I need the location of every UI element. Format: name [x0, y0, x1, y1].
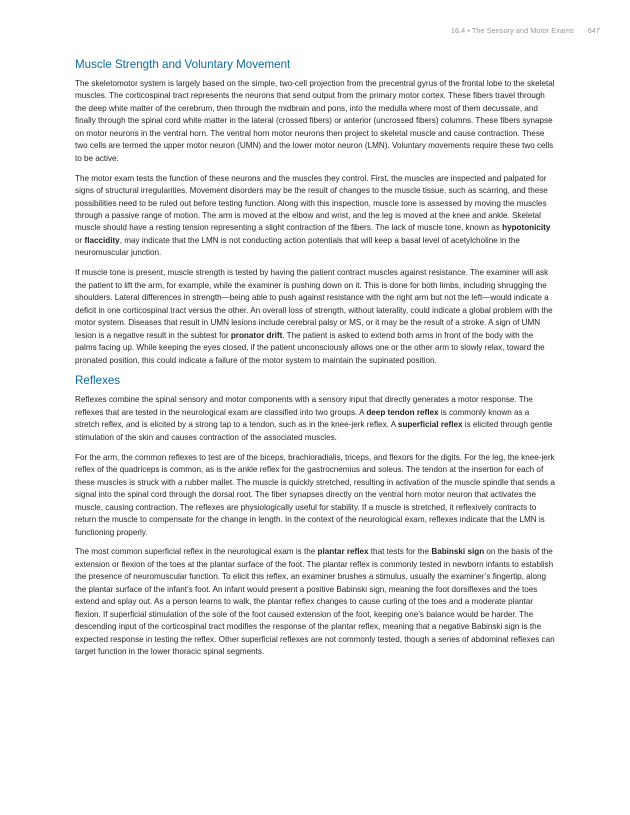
- paragraph-muscle-tone: [75, 267, 555, 367]
- text-run: The most common superficial reflex in the neurological exam is the: [75, 547, 318, 557]
- text-run: or: [75, 235, 85, 245]
- term-deep-tendon-reflex: deep tendon reflex: [366, 407, 439, 417]
- text-run: If muscle tone is present, muscle strength is tested by having the patient contract muscles against resistance. The examiner will ask the patient to lift the arm, for example, while the examiner is pushing down on it. This is done for both limbs, including shrugging the shoulders. Lateral differences in strength—being able to push against resistance with the right arm but not the left—would indicate a deficit in one corticospinal tract versus the other. An overall loss of strength, without laterality, could indicate a global problem with the motor system. Diseases that result in UMN lesions include cerebral palsy or MS, or it may be the result of a stroke. A sign of UMN lesion is a negative result in the subtest for: [75, 268, 553, 340]
- term-hypotonicity: hypotonicity: [502, 223, 551, 233]
- running-header-section: 16.4 • The Sensory and Motor Exams: [450, 26, 574, 35]
- text-run: on the basis of the extension or flexion of the toes at the plantar surface of the foot. The plantar reflex is commonly tested in newborn infants to establish the presence of neuromuscular function. To elicit this reflex, an examiner brushes a stimulus, usually the examiner’s fingertip, along the plantar surface of the infant’s foot. An infant would present a positive Babinski sign, meaning the foot dorsiflexes and the toes extend and splay out. As a person learns to walk, the plantar reflex changes to cause curling of the toes and a moderate plantar flexion. If superficial stimulation of the sole of the foot caused extension of the foot, keeping one’s balance would be harder. The descending input of the corticospinal tract modifies the response of the plantar reflex, meaning that a negative Babinski sign is the expected response in testing the reflex. Other superficial reflexes are not commonly tested, though a series of abdominal reflexes can target function in the lower thoracic spinal segments.: [75, 547, 555, 657]
- text-run: . The patient is asked to extend both arms in front of the body with the palms facing up. While keeping the eyes closed, if the patient unconsciously allows one or the other arm to slowly relax, toward the pronated position, this could indicate a failure of the motor system to maintain the supinated position.: [75, 330, 545, 365]
- paragraph-common-reflexes: For the arm, the common reflexes to test are of the biceps, brachioradialis, triceps, and flexors for the digits. For the leg, the knee-jerk reflex of the quadriceps is common, as is the ankle reflex for the gastrocnemius and soleus. The tendon at the insertion for each of these muscles is struck with a rubber mallet. The muscle is quickly stretched, resulting in activation of the muscle spindle that sends a signal into the spinal cord through the dorsal root. The fiber synapses directly on the ventral horn motor neuron that activates the muscle, causing contraction. The reflexes are physiologically useful for stability. If a muscle is stretched, it reflexively contracts to return the muscle to compensate for the change in length. In the context of the neurological exam, reflexes indicate that the LMN is functioning properly.: [75, 452, 555, 537]
- text-run: Reflexes combine the spinal sensory and motor components with a sensory input that directly generates a motor response. The reflexes that are tested in the neurological exam are classified into two groups. A: [75, 395, 533, 417]
- running-header: [451, 26, 600, 35]
- text-run: is commonly known as a stretch reflex, and is elicited by a strong tap to a tendon, such as in the knee-jerk reflex. A: [75, 407, 530, 430]
- term-superficial-reflex: superficial reflex: [397, 420, 463, 430]
- text-run: that tests for the: [368, 547, 432, 557]
- page-number: 647: [587, 26, 600, 35]
- term-flaccidity: flaccidity: [84, 235, 120, 245]
- text-run: , may indicate that the LMN is not conducting action potentials that will keep a basal level of acetylcholine in the neuromuscular junction.: [75, 235, 520, 258]
- term-pronator-drift: pronator drift: [230, 330, 283, 340]
- muscle-strength-heading: Muscle Strength and Voluntary Movement: [75, 58, 291, 71]
- paragraph-plantar-reflex: [75, 546, 555, 658]
- text-run: The motor exam tests the function of these neurons and the muscles they control. First, the muscles are inspected and palpated for signs of structural irregularities. Movement disorders may be the result of changes to the muscle tissue, such as scarring, and these possibilities need to be ruled out before testing function. Along with this inspection, muscle tone is assessed by moving the muscles through a passive range of motion. The arm is moved at the elbow and wrist, and the leg is moved at the knee and ankle. Skeletal muscle should have a resting tension representing a slight contraction of the fibers. The lack of muscle tone, known as: [75, 173, 548, 233]
- page-body: [75, 54, 555, 666]
- reflexes-heading: Reflexes: [75, 374, 121, 388]
- paragraph-motor-exam: [75, 173, 555, 260]
- paragraph-reflexes-intro: [75, 394, 555, 444]
- term-babinski-sign: Babinski sign: [431, 547, 485, 557]
- text-run: is elicited through gentle stimulation of the skin and causes contraction of the associated muscles.: [75, 420, 553, 442]
- paragraph-skeletomotor: The skeletomotor system is largely based on the simple, two-cell projection from the precentral gyrus of the frontal lobe to the skeletal muscles. The corticospinal tract represents the neurons that send output from the primary motor cortex. These fibers travel through the deep white matter of the cerebrum, then through the midbrain and pons, into the medulla where most of them decussate, and finally through the spinal cord white matter in the lateral (crossed fibers) or anterior (uncrossed fibers) columns. These fibers synapse on motor neurons in the ventral horn. The ventral horn motor neurons then project to skeletal muscle and cause contraction. These two cells are termed the upper motor neuron (UMN) and the lower motor neuron (LMN). Voluntary movements require these two cells to be active.: [75, 79, 555, 163]
- term-plantar-reflex: plantar reflex: [317, 547, 369, 557]
